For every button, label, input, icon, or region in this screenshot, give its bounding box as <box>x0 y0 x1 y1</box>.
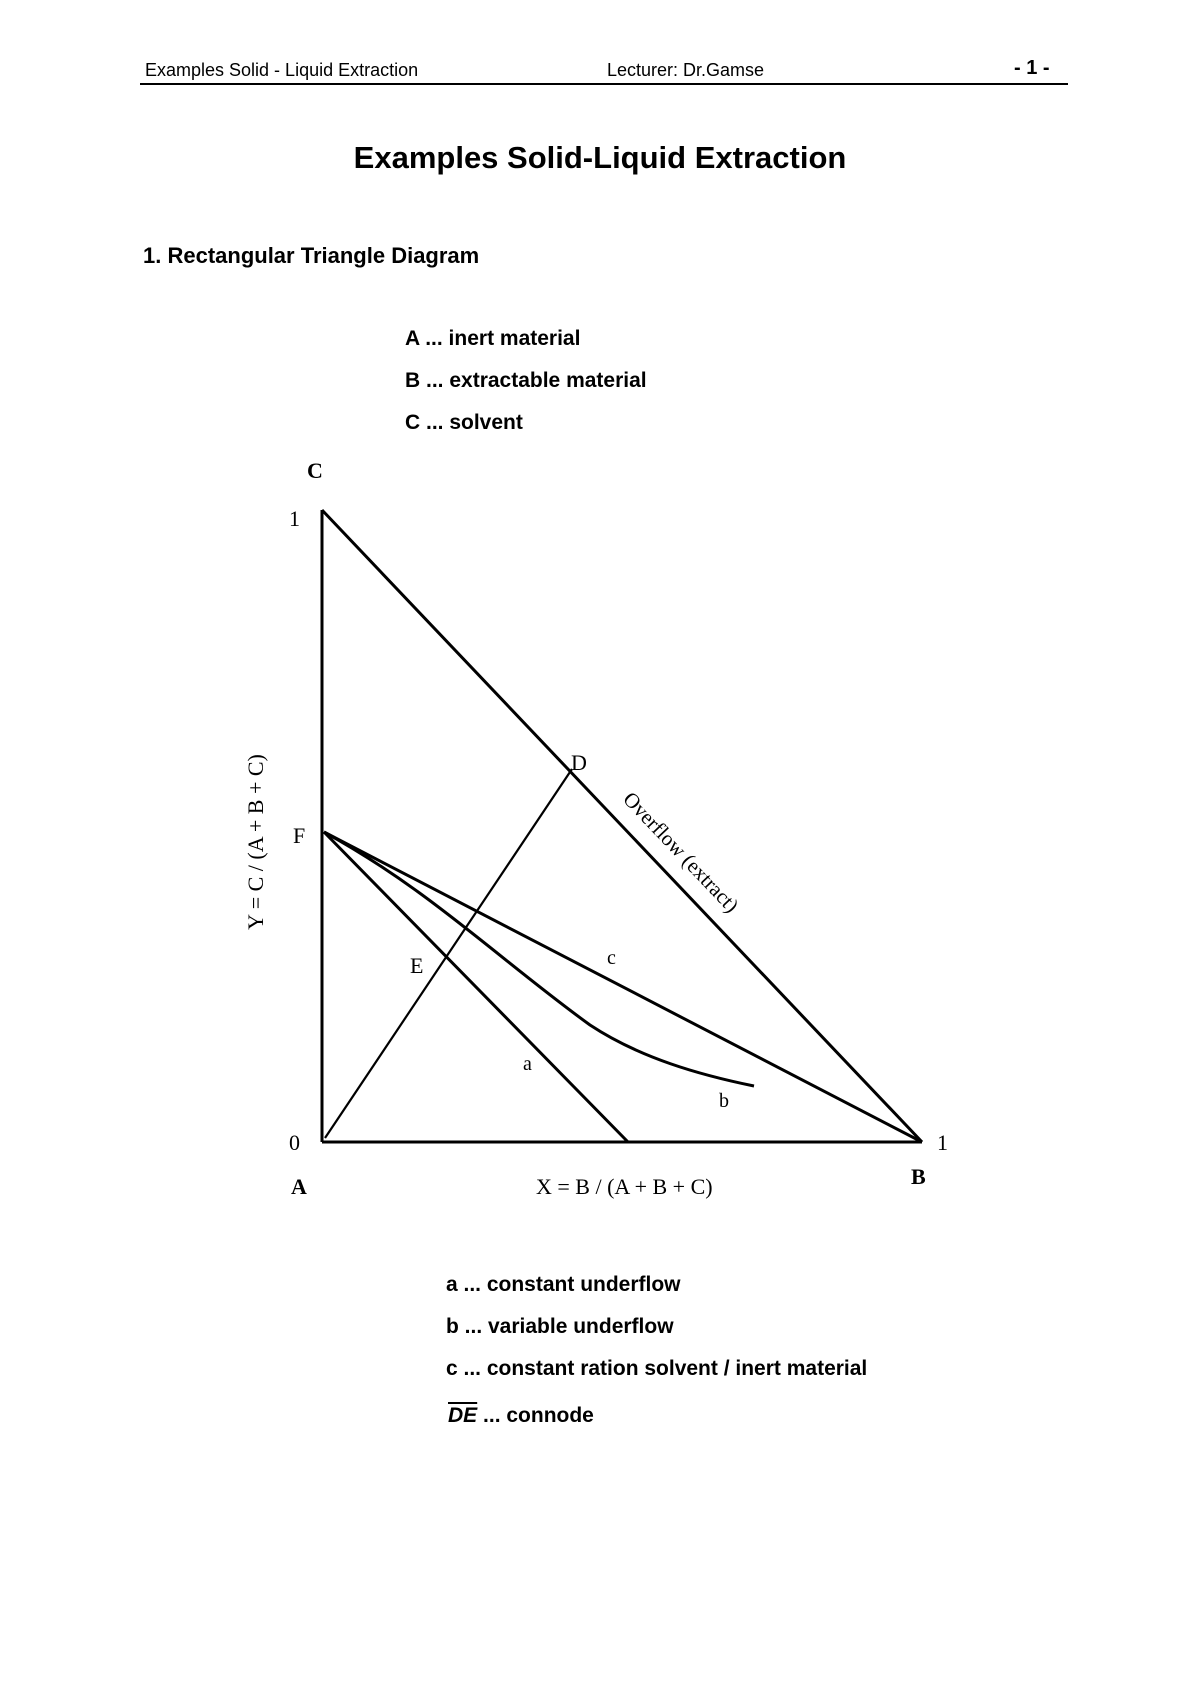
curve-b-legend: b ... variable underflow <box>446 1315 674 1338</box>
hypotenuse <box>322 510 922 1142</box>
curve-a-legend: a ... constant underflow <box>446 1273 681 1296</box>
header-center: Lecturer: Dr.Gamse <box>607 60 765 80</box>
component-c: C ... solvent <box>405 411 523 434</box>
y-tick-1: 1 <box>289 506 300 531</box>
page-title: Examples Solid-Liquid Extraction <box>353 140 847 175</box>
component-a: A ... inert material <box>405 327 581 350</box>
line-a <box>324 832 628 1142</box>
connode-legend <box>448 1404 594 1428</box>
connode-de <box>325 769 572 1138</box>
component-b: B ... extractable material <box>405 369 647 392</box>
y-axis-label: Y = C / (A + B + C) <box>243 754 268 930</box>
section-heading: 1. Rectangular Triangle Diagram <box>143 243 480 268</box>
curve-a-label: a <box>523 1053 532 1075</box>
vertex-c-label: C <box>307 458 323 483</box>
point-d-label: D <box>571 750 587 775</box>
point-f-label: F <box>293 823 306 848</box>
curve-c-label: c <box>607 947 616 969</box>
x-tick-1: 1 <box>937 1130 948 1155</box>
connode-text: ... connode <box>477 1404 594 1427</box>
connode-symbol: $\overline{DE}$ <box>448 1404 478 1427</box>
curve-b-label: b <box>719 1090 729 1112</box>
header-left: Examples Solid - Liquid Extraction <box>145 60 419 80</box>
vertex-a-label: A <box>291 1174 307 1199</box>
page-number: - 1 - <box>1014 57 1050 79</box>
x-axis-label: X = B / (A + B + C) <box>536 1174 713 1199</box>
curve-c-legend: c ... constant ration solvent / inert material <box>446 1357 868 1380</box>
hypotenuse-label: Overflow (extract) <box>618 786 744 918</box>
point-e-label: E <box>410 953 424 978</box>
y-tick-0: 0 <box>289 1130 300 1155</box>
line-c <box>324 832 922 1142</box>
vertex-b-label: B <box>911 1164 926 1189</box>
